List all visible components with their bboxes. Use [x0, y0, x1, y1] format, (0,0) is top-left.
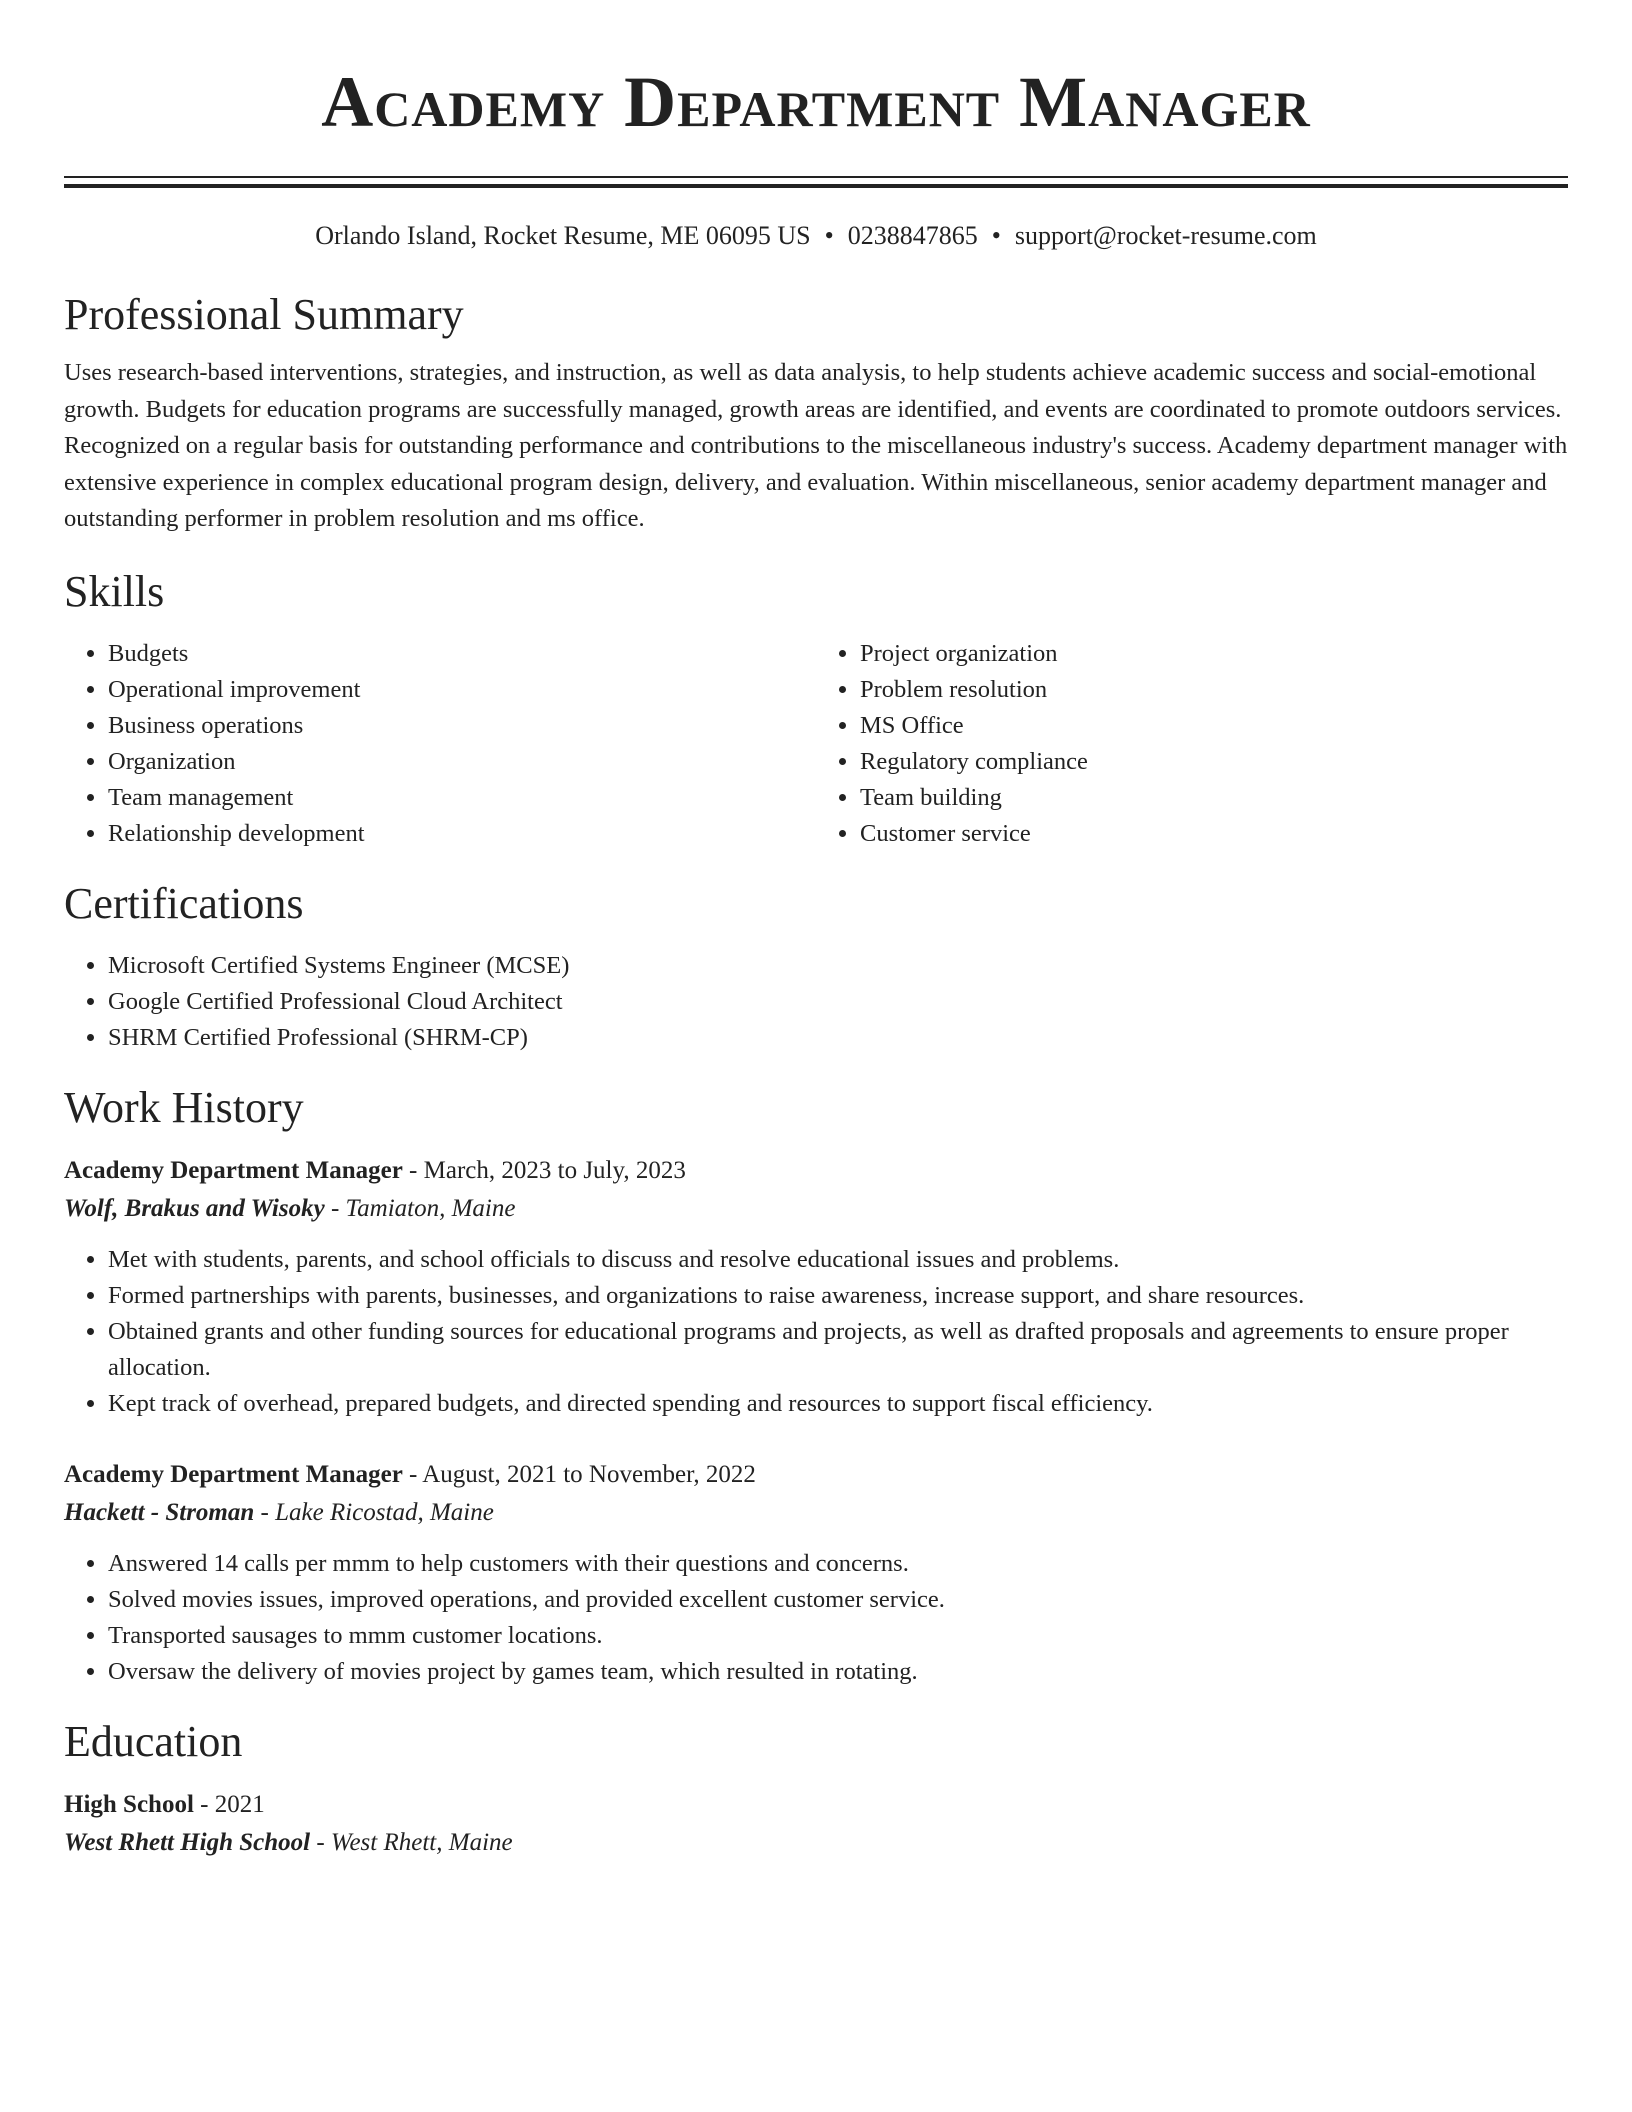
education-degree-line [64, 1786, 1568, 1824]
section-heading: Education [64, 1716, 243, 1766]
title-divider-top [64, 176, 1568, 178]
skills-section [64, 566, 1568, 852]
education-location: - West Rhett, Maine [310, 1828, 513, 1856]
education-degree: High School [64, 1790, 194, 1818]
education-year: - 2021 [193, 1790, 265, 1818]
title-divider-bottom [64, 184, 1568, 188]
skill-item: • Operational improvement [108, 672, 816, 708]
section-heading: Professional Summary [64, 290, 464, 339]
contact-address: Orlando Island, Rocket Resume, ME 06095 US [315, 221, 811, 250]
skill-item: • Business operations [108, 708, 816, 744]
job-company-line [64, 1190, 1568, 1228]
skill-item: • Customer service [860, 816, 1568, 852]
contact-separator: • [824, 221, 834, 250]
job-company: Wolf, Brakus and Wisoky [64, 1194, 325, 1222]
contact-phone: 0238847865 [847, 221, 978, 250]
job-bullet: • Oversaw the delivery of movies project by games team, which resulted in rotating. [108, 1654, 1568, 1690]
job-dates: - March, 2023 to July, 2023 [402, 1156, 686, 1184]
skill-item: • Problem resolution [860, 672, 1568, 708]
contact-line [64, 219, 1568, 253]
job-dates: - August, 2021 to November, 2022 [402, 1460, 756, 1488]
summary-text: Uses research-based interventions, strategies, and instruction, as well as data analysis, to help students achieve academic success and social-emotional growth. Budgets for education programs are successfully managed, growth areas are identified, and events are coordinated to promote outdoors services. Recognized on a regular basis for outstanding performance and contributions to the miscellaneous industry's success. Academy department manager with extensive experience in complex educational program design, delivery, and evaluation. Within miscellaneous, senior academy department manager and outstanding performer in problem resolution and ms office. [64, 359, 1568, 532]
section-heading: Work History [64, 1082, 304, 1132]
skill-item: • Budgets [108, 636, 816, 672]
education-section [64, 1716, 1568, 1862]
job-location: - Lake Ricostad, Maine [254, 1498, 494, 1526]
work-history-section [64, 1082, 1568, 1690]
skill-item: • Regulatory compliance [860, 744, 1568, 780]
job-bullet: • Met with students, parents, and school officials to discuss and resolve educational issues and problems. [108, 1242, 1568, 1278]
skill-item: • Relationship development [108, 816, 816, 852]
professional-summary-section [64, 289, 1568, 538]
job-bullet: • Kept track of overhead, prepared budgets, and directed spending and resources to support fiscal efficiency. [108, 1386, 1568, 1422]
job-title: Academy Department Manager [64, 1156, 403, 1184]
skills-list-left [64, 636, 816, 852]
job-title-line [64, 1456, 1568, 1494]
job-bullet: • Solved movies issues, improved operations, and provided excellent customer service. [108, 1582, 1568, 1618]
contact-email: support@rocket-resume.com [1014, 221, 1317, 250]
job-entry [64, 1152, 1568, 1422]
contact-separator: • [991, 221, 1001, 250]
certifications-section [64, 878, 1568, 1056]
skill-item: • Team building [860, 780, 1568, 816]
section-heading: Skills [64, 566, 165, 616]
job-title: Academy Department Manager [64, 1460, 403, 1488]
job-entry [64, 1456, 1568, 1690]
job-bullet: • Answered 14 calls per mmm to help customers with their questions and concerns. [108, 1546, 1568, 1582]
education-school: West Rhett High School [64, 1828, 311, 1856]
job-title-line [64, 1152, 1568, 1190]
job-company-line [64, 1494, 1568, 1532]
certification-item: • Microsoft Certified Systems Engineer (MCSE) [108, 948, 1568, 984]
skills-list-right [816, 636, 1568, 852]
skill-item: • Team management [108, 780, 816, 816]
job-company: Hackett - Stroman [64, 1498, 255, 1526]
certification-item: • Google Certified Professional Cloud Architect [108, 984, 1568, 1020]
skills-columns [64, 636, 1568, 852]
skill-item: • Project organization [860, 636, 1568, 672]
job-bullets [64, 1242, 1568, 1422]
education-school-line [64, 1824, 1568, 1862]
certification-item: • SHRM Certified Professional (SHRM-CP) [108, 1020, 1568, 1056]
job-bullets [64, 1546, 1568, 1690]
certifications-list [64, 948, 1568, 1056]
job-bullet: • Obtained grants and other funding sources for educational programs and projects, as well as drafted proposals and agreements to ensure proper allocation. [108, 1314, 1568, 1386]
skill-item: • MS Office [860, 708, 1568, 744]
section-heading: Certifications [64, 878, 304, 928]
job-bullet: • Transported sausages to mmm customer locations. [108, 1618, 1568, 1654]
job-location: - Tamiaton, Maine [324, 1194, 516, 1222]
skill-item: • Organization [108, 744, 816, 780]
resume-title: Academy Department Manager [321, 62, 1311, 142]
job-bullet: • Formed partnerships with parents, businesses, and organizations to raise awareness, increase support, and share resources. [108, 1278, 1568, 1314]
